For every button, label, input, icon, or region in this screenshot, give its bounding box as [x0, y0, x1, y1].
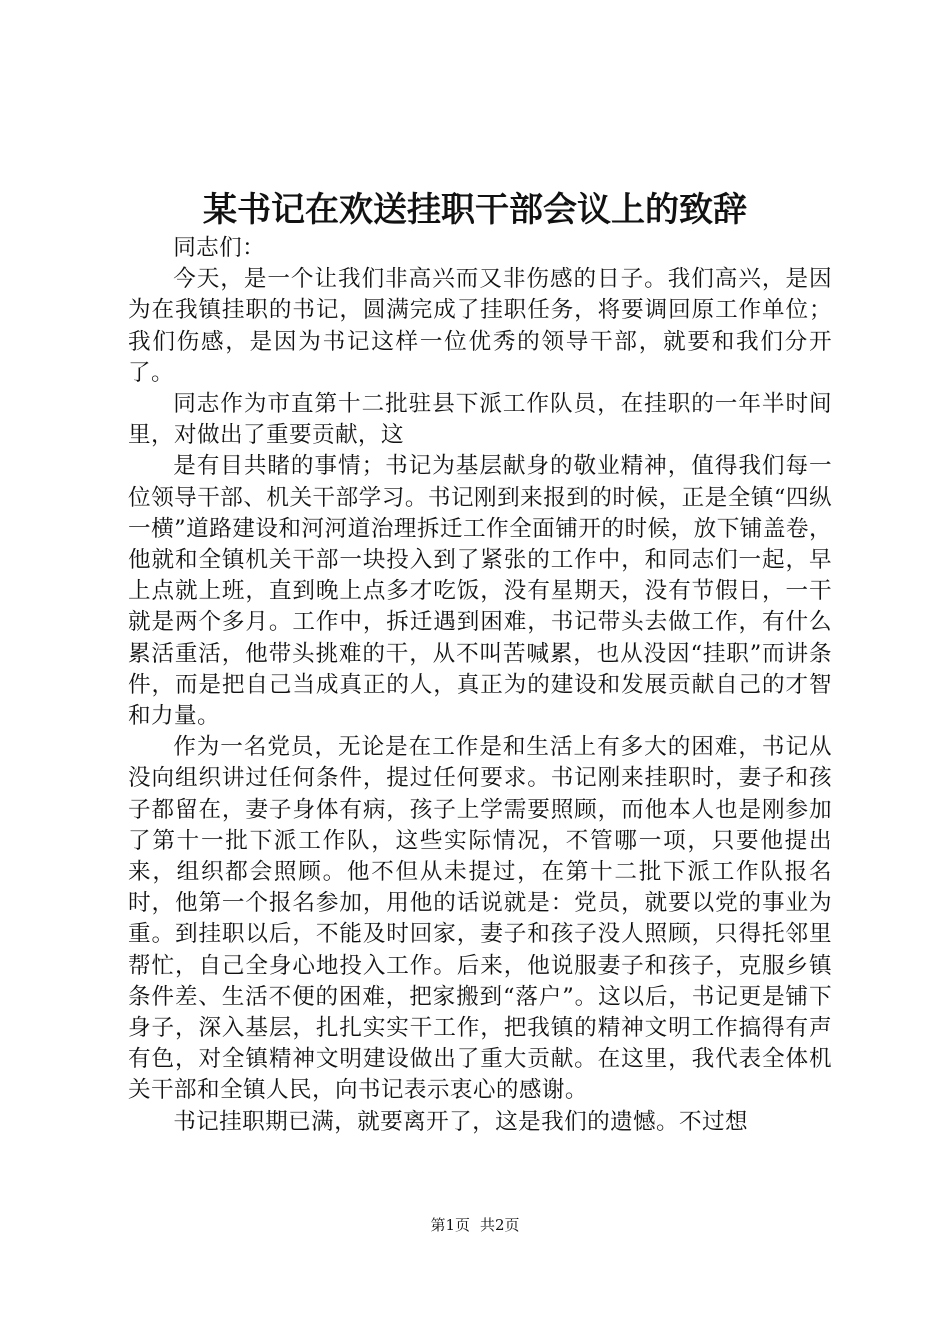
- paragraph-1: 今天，是一个让我们非高兴而又非伤感的日子。我们高兴，是因为在我镇挂职的书记，圆满完成了挂职任务，将要调回原工作单位；我们伤感，是因为书记这样一位优秀的领导干部，就要和我们分开了。: [128, 266, 832, 386]
- paragraph-3: 是有目共睹的事情；书记为基层献身的敬业精神，值得我们每一位领导干部、机关干部学习。书记刚到来报到的时候，正是全镇“四纵一横”道路建设和河河道治理拆迁工作全面铺开的时候，放下铺盖卷，他就和全镇机关干部一块投入到了紧张的工作中，和同志们一起，早上点就上班，直到晚上点多才吃饭，没有星期天，没有节假日，一干就是两个多月。工作中，拆迁遇到困难，书记带头去做工作，有什么累活重活，他带头挑难的干，从不叫苦喊累，也从没因“挂职”而讲条件，而是把自己当成真正的人，真正为的建设和发展贡献自己的才智和力量。: [128, 453, 832, 730]
- paragraph-4: 作为一名党员，无论是在工作是和生活上有多大的困难，书记从没向组织讲过任何条件，提过任何要求。书记刚来挂职时，妻子和孩子都留在，妻子身体有病，孩子上学需要照顾，而他本人也是刚参加了第十一批下派工作队，这些实际情况，不管哪一项，只要他提出来，组织都会照顾。他不但从未提过，在第十二批下派工作队报名时，他第一个报名参加，用他的话说就是：党员，就要以党的事业为重。到挂职以后，不能及时回家，妻子和孩子没人照顾，只得托邻里帮忙，自己全身心地投入工作。后来，他说服妻子和孩子，克服乡镇条件差、生活不便的困难，把家搬到“落户”。这以后，书记更是铺下身子，深入基层，扎扎实实干工作，把我镇的精神文明工作搞得有声有色，对全镇精神文明建设做出了重大贡献。在这里，我代表全体机关干部和全镇人民，向书记表示衷心的感谢。: [128, 734, 832, 1104]
- paragraph-2: 同志作为市直第十二批驻县下派工作队员，在挂职的一年半时间里，对做出了重要贡献，这: [128, 391, 832, 449]
- page-number-total: 共2页: [480, 1216, 520, 1234]
- paragraph-5: 书记挂职期已满，就要离开了，这是我们的遗憾。不过想: [173, 1108, 749, 1135]
- paragraph-greeting: 同志们：: [173, 235, 266, 261]
- page-number-current: 第1页: [430, 1216, 470, 1234]
- document-body: [128, 233, 832, 1138]
- page-footer: [0, 1214, 950, 1236]
- document-title: 某书记在欢送挂职干部会议上的致辞: [203, 190, 747, 230]
